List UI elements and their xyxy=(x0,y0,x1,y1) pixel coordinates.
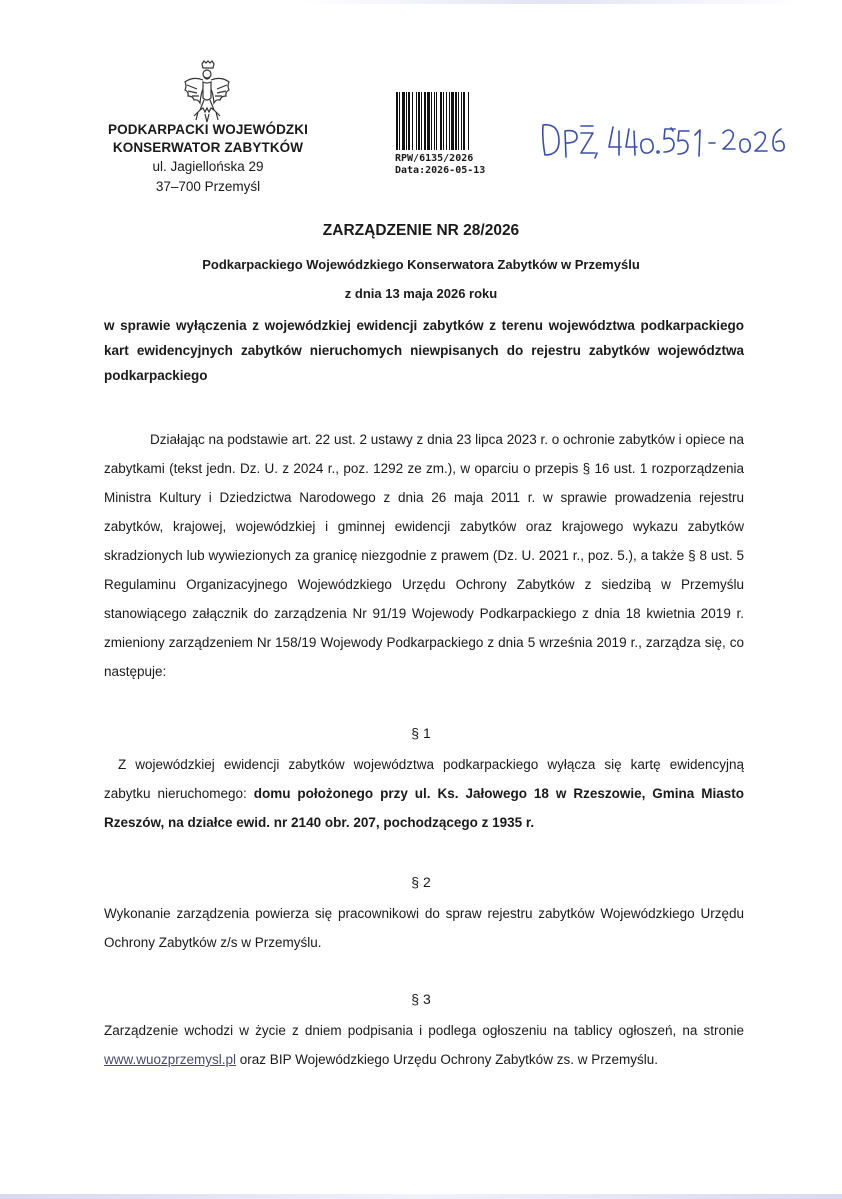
eagle-emblem-icon xyxy=(178,60,236,124)
website-link[interactable]: www.wuozprzemysl.pl xyxy=(104,1052,237,1067)
scan-edge-top xyxy=(300,0,800,4)
document-subject: w sprawie wyłączenia z wojewódzkiej ewidencji zabytków z terenu województwa podkarpackiego kart ewidencyjnych zabytków nieruchomych niewpisanych do rejestru zabytków województwa podkarpackiego xyxy=(104,318,744,383)
issuer-line: Podkarpackiego Wojewódzkiego Konserwatora Zabytków w Przemyślu xyxy=(202,257,640,272)
org-name-line2: KONSERWATOR ZABYTKÓW xyxy=(112,140,304,155)
issuer-address-block xyxy=(104,121,312,197)
scan-edge-bottom xyxy=(0,1194,842,1199)
section-1-mark: § 1 xyxy=(411,725,431,741)
section-3-after: oraz BIP Wojewódzkiego Urzędu Ochrony Zabytków zs. w Przemyślu. xyxy=(236,1052,658,1067)
preamble-paragraph: Działając na podstawie art. 22 ust. 2 ustawy z dnia 23 lipca 2023 r. o ochronie zabytków i opiece na zabytkami (tekst jedn. Dz. U. z 2024 r., poz. 1292 ze zm.), w oparciu o przepis § 16 ust. 1 rozporządzenia Ministra Kultury i Dziedzictwa Narodowego z dnia 26 maja 2011 r. w sprawie prowadzenia rejestru zabytków, krajowej, wojewódzkiej i gminnej ewidencji zabytków oraz krajowego wykazu zabytków skradzionych lub wywiezionych za granicę niezgodnie z prawem (Dz. U. 2021 r., poz. 5.), a także § 8 ust. 5 Regulaminu Organizacyjnego Wojewódzkiego Urzędu Ochrony Zabytków z siedzibą w Przemyślu stanowiącego załącznik do zarządzenia Nr 91/19 Wojewody Podkarpackiego z dnia 18 kwietnia 2019 r. zmieniony zarządzeniem Nr 158/19 Wojewody Podkarpackiego z dnia 5 września 2019 r., zarządza się, co następuje: xyxy=(104,432,744,679)
section-1-plain: Z wojewódzkiej ewidencji zabytków województwa podkarpackiego wyłącza się kartę ewidencyjną zabytku nieruchomego: xyxy=(104,757,744,801)
section-1-text xyxy=(104,750,744,837)
registry-number: RPW/6135/2026 xyxy=(395,153,474,164)
section-2-text: Wykonanie zarządzenia powierza się pracownikowi do spraw rejestru zabytków Wojewódzkiego Urzędu Ochrony Zabytków z/s w Przemyślu. xyxy=(104,906,744,950)
org-name-line1: PODKARPACKI WOJEWÓDZKI xyxy=(108,122,308,137)
handwritten-note xyxy=(537,117,787,165)
registry-stamp xyxy=(395,153,485,177)
section-1-bold: domu położonego przy ul. Ks. Jałowego 18 w Rzeszowie, Gmina Miasto Rzeszów, na działce ewid. nr 2140 obr. 207, pochodzącego z 1935 r. xyxy=(104,786,744,830)
city-address: 37–700 Przemyśl xyxy=(155,179,261,194)
section-3-before: Zarządzenie wchodzi w życie z dniem podpisania i podlega ogłoszeniu na tablicy ogłoszeń, na stronie xyxy=(104,1023,744,1038)
section-3-mark: § 3 xyxy=(411,991,431,1007)
section-2-mark: § 2 xyxy=(411,874,431,890)
street-address: ul. Jagiellońska 29 xyxy=(152,159,264,174)
registry-date: Data:2026-05-13 xyxy=(395,165,486,176)
document-title: ZARZĄDZENIE NR 28/2026 xyxy=(322,222,520,239)
barcode-icon xyxy=(395,92,499,150)
section-3-text xyxy=(104,1016,744,1074)
document-date: z dnia 13 maja 2026 roku xyxy=(344,286,498,301)
